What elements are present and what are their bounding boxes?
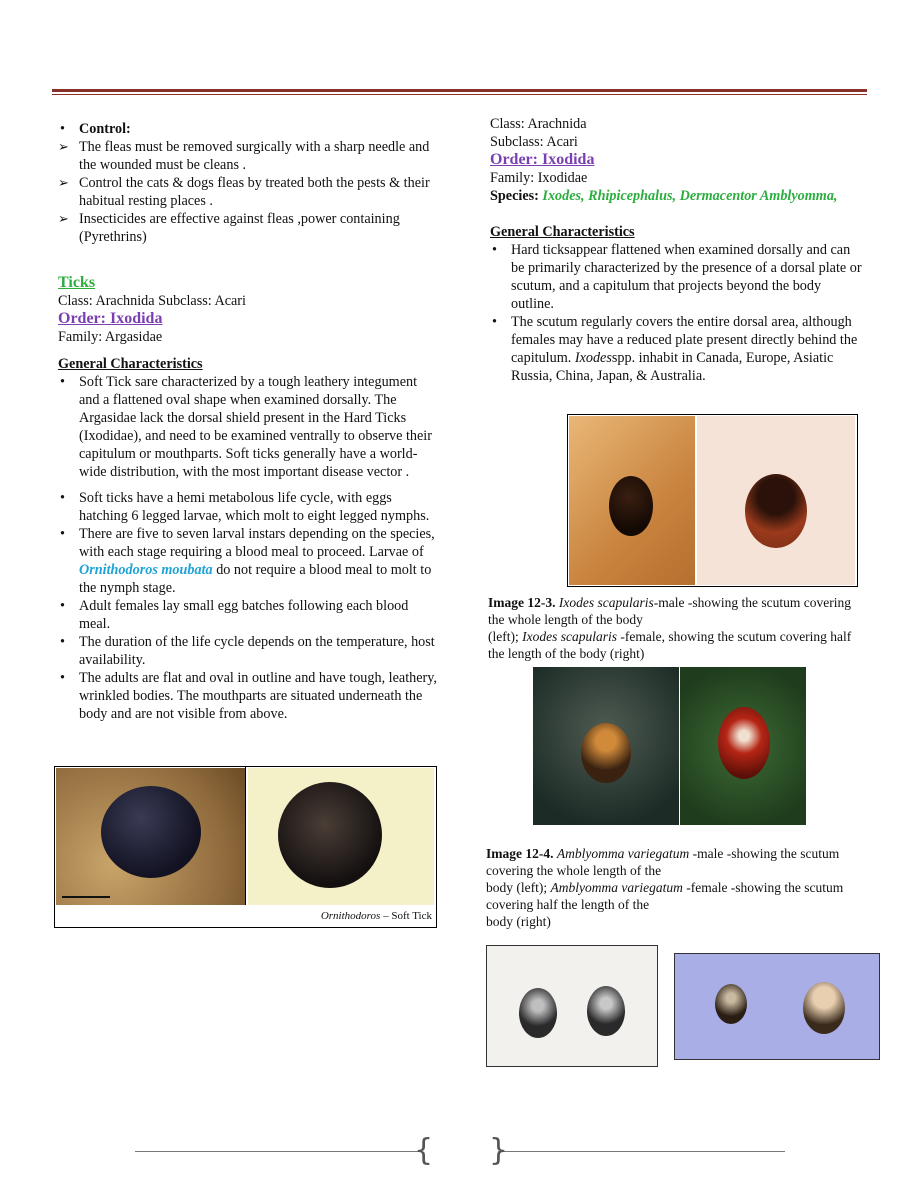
order-heading: Order: Ixodida xyxy=(58,310,163,327)
tick-body xyxy=(609,476,653,536)
ticks-heading: Ticks xyxy=(58,274,96,291)
gc-bullet: • Hard ticksappear flattened when examined dorsally and can be primarily characterized by the presence of a dorsal plate or scutum, and a capitulum that projects beyond the body outline. xyxy=(492,242,862,312)
left-column xyxy=(58,120,440,723)
gc-bullet: • The adults are flat and oval in outline and have tough, leathery, wrinkled bodies. The mouthparts are situated underneath the body and are not visible from above. xyxy=(60,670,437,722)
ixodes-caption: Image 12-3. Ixodes scapularis-male -showing the scutum covering the whole length of the body (left); Ixodes scapularis -female, showing the scutum covering half the length of the body (right) xyxy=(488,595,852,661)
footer-rule-left xyxy=(135,1151,418,1152)
control-item: ➢ Control the cats & dogs fleas by treated both the pests & their habitual resting places . xyxy=(58,175,430,209)
gc-bullet: • Soft ticks have a hemi metabolous life cycle, with eggs hatching 6 legged larvae, which molt to eight legged nymphs. xyxy=(60,490,430,524)
amblyomma-figure xyxy=(533,667,806,825)
tick-body xyxy=(101,786,201,878)
species-inline: Ornithodoros moubata xyxy=(79,562,213,578)
control-item: ➢ Insecticides are effective against fleas ,power containing (Pyrethrins) xyxy=(58,211,400,245)
class-line: Class: Arachnida Subclass: Acari xyxy=(58,293,246,309)
gc-bullet: • Soft Tick sare characterized by a tough leathery integument and a flattened oval shape when examined dorsally. The Argasidae lack the dorsal shield present in the Hard Ticks (Ixodidae), and need to be examined ventrally to observe their capitulum or mouthparts. Soft ticks generally have a world-wide distribution, with the most important disease vector . xyxy=(60,374,432,480)
amblyomma-female-photo xyxy=(680,667,806,825)
tick-body xyxy=(587,986,625,1036)
amblyomma-male-photo xyxy=(533,667,679,825)
footer-brace-left: { xyxy=(414,1133,434,1168)
ixodes-figure xyxy=(567,414,858,587)
ixodes-male-photo xyxy=(569,416,695,585)
tick-body xyxy=(718,707,770,779)
class-line: Class: Arachnida xyxy=(490,116,587,132)
ixodes-female-photo xyxy=(697,416,855,585)
footer-rule-right xyxy=(498,1151,785,1152)
soft-tick-caption: Ornithodoros – Soft Tick xyxy=(320,910,432,922)
control-item: ➢ The fleas must be removed surgically with a sharp needle and the wounded must be cleans . xyxy=(58,139,430,173)
subclass-line: Subclass: Acari xyxy=(490,134,578,150)
tick-body xyxy=(715,984,747,1024)
gc-heading: General Characteristics xyxy=(490,224,635,240)
control-bullet: • Control: xyxy=(60,121,131,137)
right-column xyxy=(490,115,865,385)
order-heading: Order: Ixodida xyxy=(490,151,595,168)
header-rule-thin xyxy=(52,94,867,95)
gc-bullet: • The duration of the life cycle depends on the temperature, host availability. xyxy=(60,634,435,668)
gc-heading: General Characteristics xyxy=(58,356,203,372)
soft-tick-figure xyxy=(54,766,437,928)
soft-tick-photo-left xyxy=(56,768,245,905)
family-line: Family: Argasidae xyxy=(58,329,163,345)
gc-bullet: • Adult females lay small egg batches following each blood meal. xyxy=(60,598,409,632)
tick-body xyxy=(745,474,807,548)
figure-divider xyxy=(245,767,246,905)
amblyomma-caption: Image 12-4. Amblyomma variegatum -male -showing the scutum covering the whole length of the body (left); Amblyomma variegatum -female -showing the scutum covering half the length of the body (right) xyxy=(486,846,844,929)
footer-brace-right: } xyxy=(489,1133,509,1168)
gc-bullet: • The scutum regularly covers the entire dorsal area, although females may have a reduced plate present directly behind the capitulum. Ixodesspp. inhabit in Canada, Europe, Asiatic Russia, China, Japan, & Australia. xyxy=(492,314,858,384)
gc-bullet: • There are five to seven larval instars depending on the species, with each stage requiring a blood meal to proceed. Larvae of Ornithodoros moubata do not require a blood meal to molt to the nymph stage. xyxy=(60,526,435,596)
tick-body xyxy=(278,782,382,888)
ticks-photo-bottom-left xyxy=(486,945,658,1067)
soft-tick-photo-right xyxy=(248,768,434,905)
family-line: Family: Ixodidae xyxy=(490,170,588,186)
ticks-photo-bottom-right xyxy=(674,953,880,1060)
species-line: Species: Ixodes, Rhipicephalus, Dermacentor Amblyomma, xyxy=(490,188,838,204)
scale-bar xyxy=(62,896,110,898)
header-rule xyxy=(52,89,867,92)
tick-body xyxy=(519,988,557,1038)
tick-body xyxy=(803,982,845,1034)
tick-body xyxy=(581,723,631,783)
